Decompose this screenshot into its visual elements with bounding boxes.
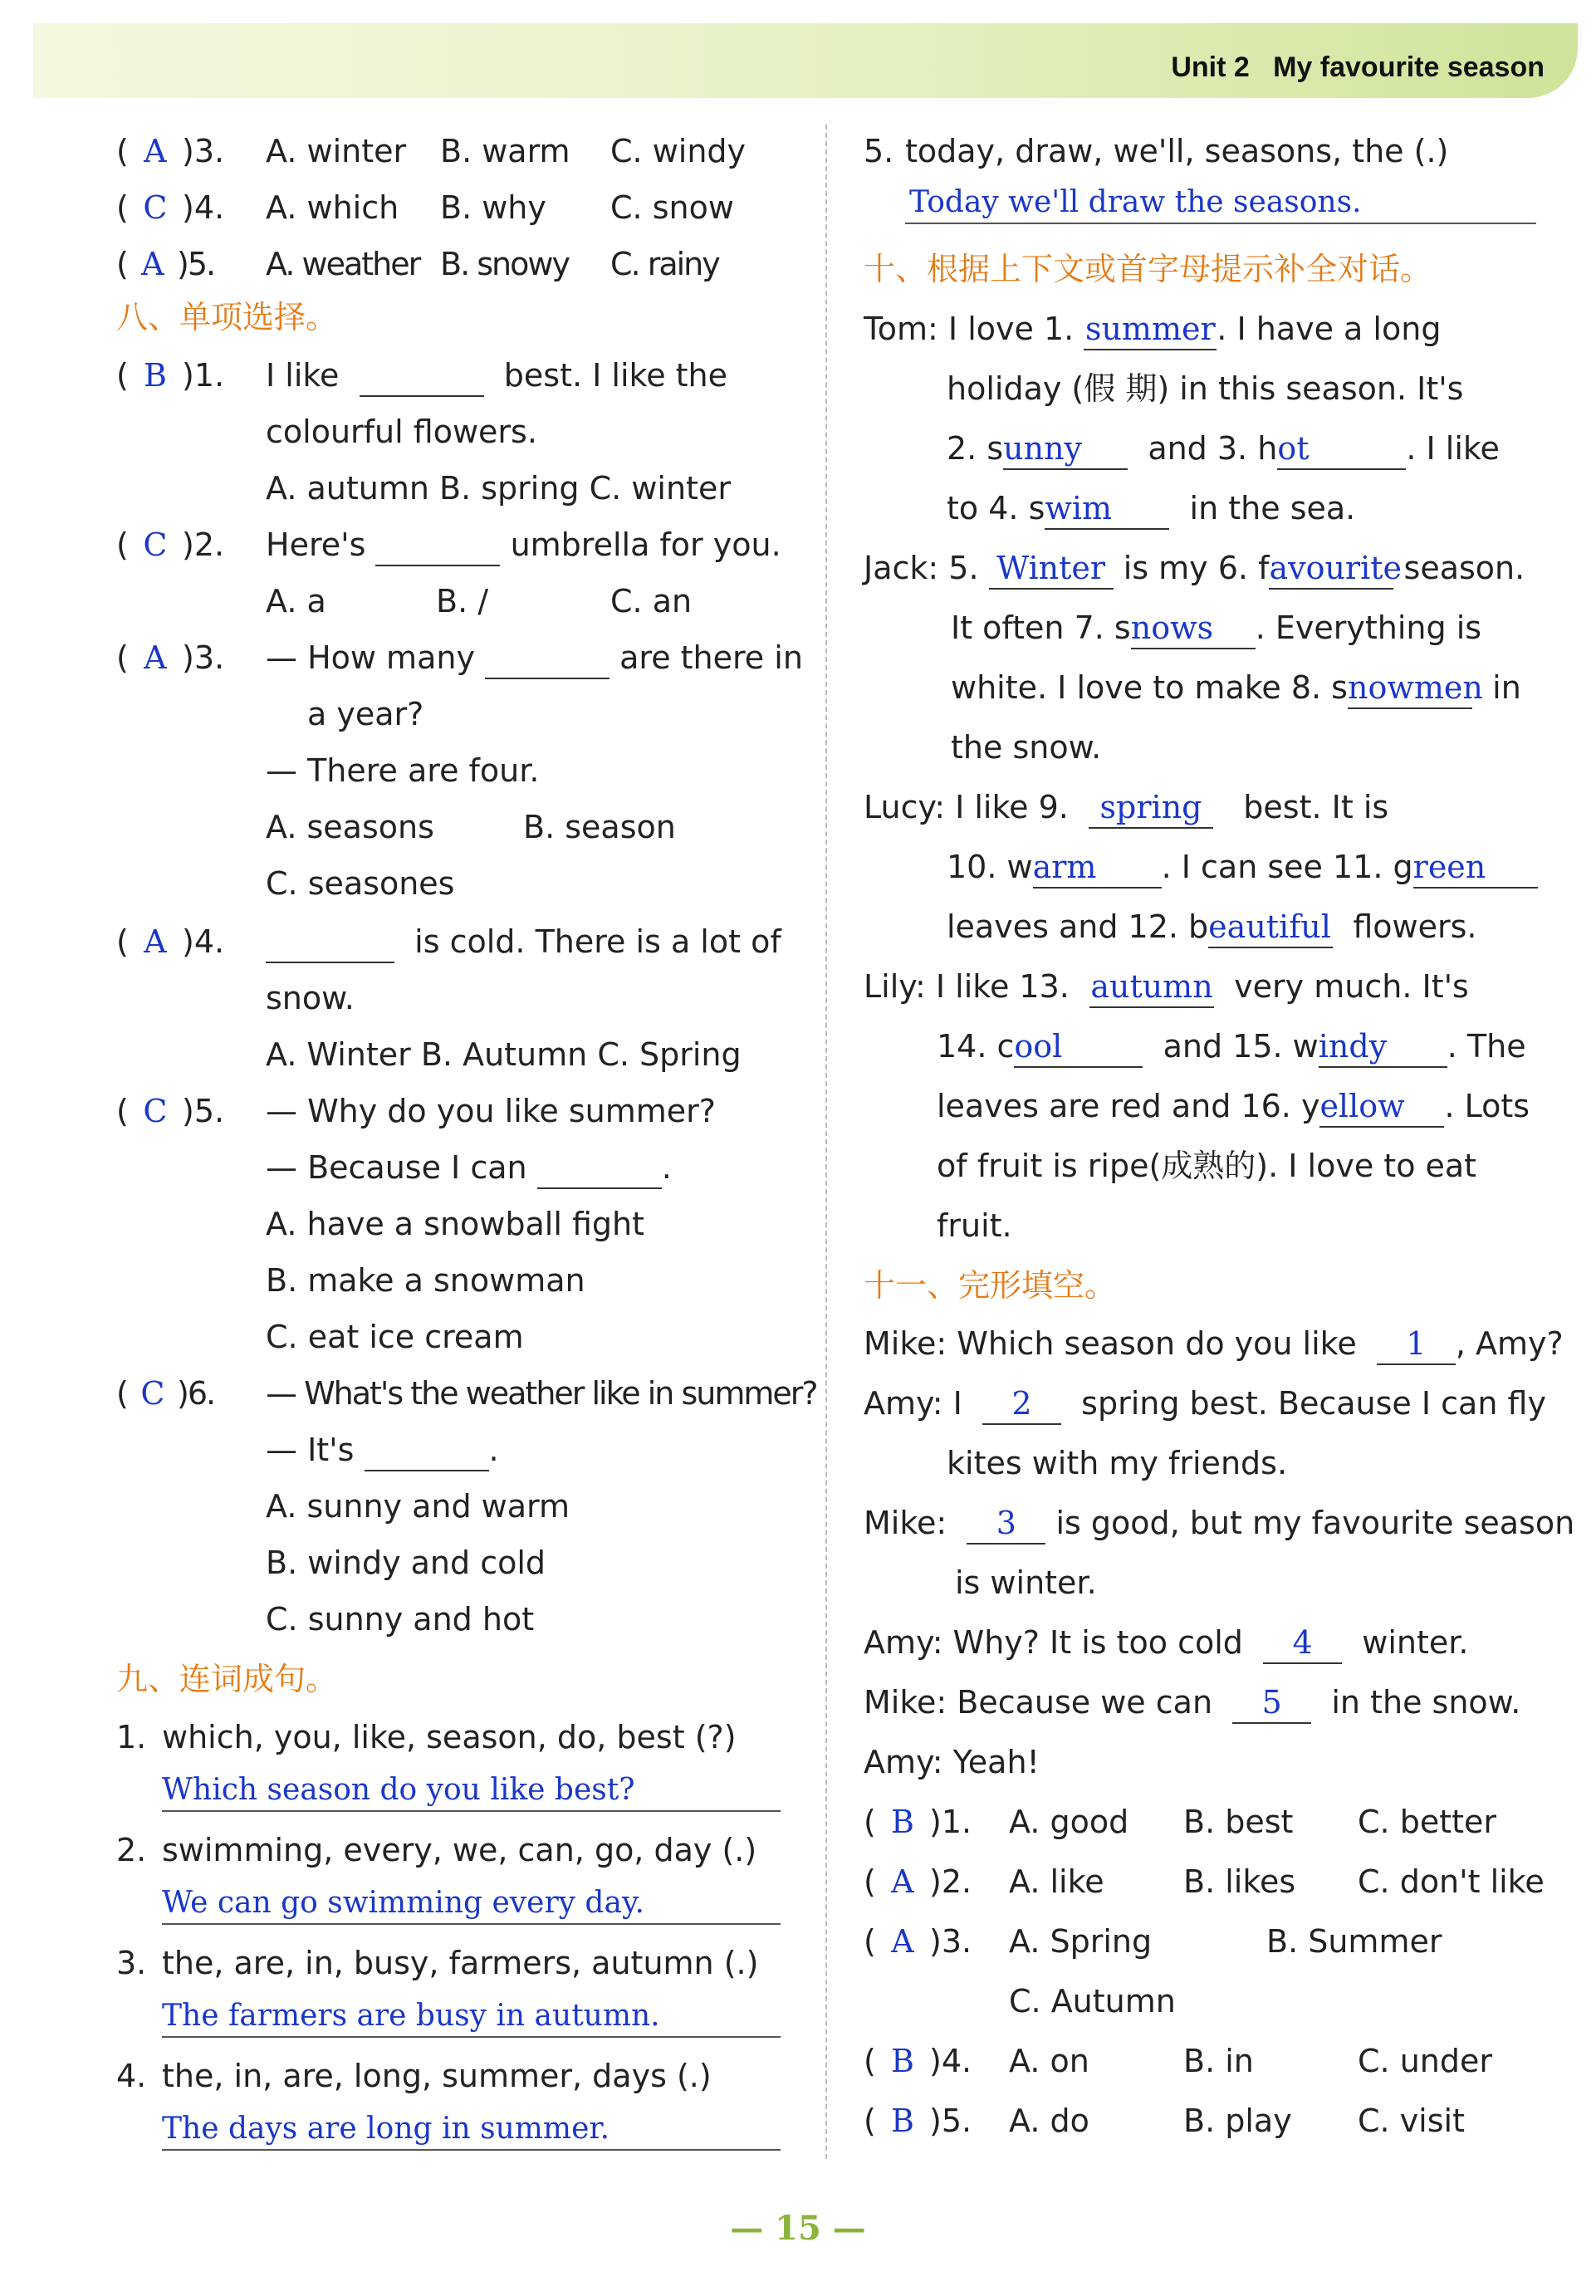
choice-row: ( B )4. A. on B. in C. under (864, 2043, 1492, 2079)
blank (537, 1148, 662, 1189)
dialog-line: leaves are red and 16. yellow . Lots (937, 1086, 1530, 1128)
dialog-line: 14. cool and 15. windy . The (937, 1026, 1526, 1068)
cloze-line: Amy: Why? It is too cold 4 winter. (864, 1623, 1469, 1664)
question-8-2: ( C )2. Here's umbrella for you. (116, 525, 224, 565)
answer-line (162, 2036, 781, 2038)
page-title: Unit 2 My favourite season (1171, 51, 1545, 83)
question-8-1: ( B )1. I like best. I like the (116, 355, 224, 395)
choice-row: ( B )5. A. do B. play C. visit (864, 2103, 1465, 2139)
dialog-line: It often 7. snows . Everything is (951, 608, 1481, 649)
dialog-line: Tom: I love 1. summer. I have a long (864, 309, 1441, 350)
section-heading: 八、单项选择。 (116, 299, 338, 335)
choice-row: ( A )5. A. weather B. snowy C. rainy (116, 246, 719, 282)
blank (485, 638, 610, 679)
choice-row: ( A )2. A. like B. likes C. don't like (864, 1863, 1545, 1900)
q9-item: 1. which, you, like, season, do, best (?) (116, 1719, 737, 1755)
blank (375, 525, 500, 566)
question-8-3: ( A )3. — How many are there in (116, 638, 224, 678)
answer: C (143, 189, 168, 226)
dialog-line: leaves and 12. beautiful flowers. (947, 907, 1477, 948)
choice-row: ( B )1. A. good B. best C. better (864, 1804, 1496, 1840)
answer: Today we'll draw the seasons. (909, 185, 1362, 219)
answer: A (141, 246, 163, 282)
section-heading: 十、根据上下文或首字母提示补全对话。 (864, 251, 1432, 287)
column-divider (825, 125, 827, 2159)
q9-item: 2. swimming, every, we, can, go, day (.) (116, 1832, 757, 1868)
cloze-line: Mike: 3 is good, but my favourite season (864, 1503, 1574, 1545)
dialog-line: to 4. swim in the sea. (947, 488, 1355, 530)
question-8-4: ( A )4. is cold. There is a lot of (116, 922, 224, 962)
page-number: — 15 — (730, 2209, 866, 2248)
answer-line (162, 2149, 781, 2151)
dialog-line: Lucy: I like 9. spring best. It is (864, 787, 1388, 829)
answer: The farmers are busy in autumn. (162, 1999, 660, 2033)
answer: Which season do you like best? (162, 1773, 635, 1807)
answer-line (162, 1810, 781, 1812)
choice-row: ( A )3. A. winter B. warm C. windy (116, 133, 747, 169)
dialog-line: Jack: 5. Winter is my 6. favourite season. (864, 548, 1525, 590)
cloze-line: Amy: I 2 spring best. Because I can fly (864, 1383, 1546, 1425)
answer-line (162, 1923, 781, 1925)
q9-item: 4. the, in, are, long, summer, days (.) (116, 2058, 712, 2094)
cloze-line: Mike: Because we can 5 in the snow. (864, 1682, 1520, 1724)
q9-item: 5. today, draw, we'll, seasons, the (.) (864, 133, 1449, 169)
answer: We can go swimming every day. (162, 1886, 644, 1920)
blank (365, 1430, 489, 1471)
dialog-line: 10. warm . I can see 11. green (947, 847, 1538, 889)
section-heading: 十一、完形填空。 (864, 1267, 1117, 1304)
dialog-line: Lily: I like 13. autumn very much. It's (864, 967, 1469, 1008)
blank (360, 355, 484, 397)
question-8-6: ( C )6. — What's the weather like in summer? (116, 1375, 817, 1412)
blank (266, 922, 394, 963)
dialog-line: white. I love to make 8. snowmen in (951, 668, 1521, 709)
answer-line (905, 223, 1536, 224)
dialog-line: 2. sunny and 3. hot . I like (947, 428, 1500, 470)
q9-item: 3. the, are, in, busy, farmers, autumn (.) (116, 1945, 759, 1981)
choice-row: ( C )4. A. which B. why C. snow (116, 189, 734, 226)
answer: A (144, 133, 167, 169)
section-heading: 九、连词成句。 (116, 1661, 338, 1697)
choice-row: ( A )3. A. Spring B. Summer (864, 1923, 1442, 1960)
answer: The days are long in summer. (162, 2112, 610, 2146)
cloze-line: Mike: Which season do you like 1 , Amy? (864, 1324, 1564, 1365)
question-8-5: ( C )5. — Why do you like summer? (116, 1093, 716, 1129)
